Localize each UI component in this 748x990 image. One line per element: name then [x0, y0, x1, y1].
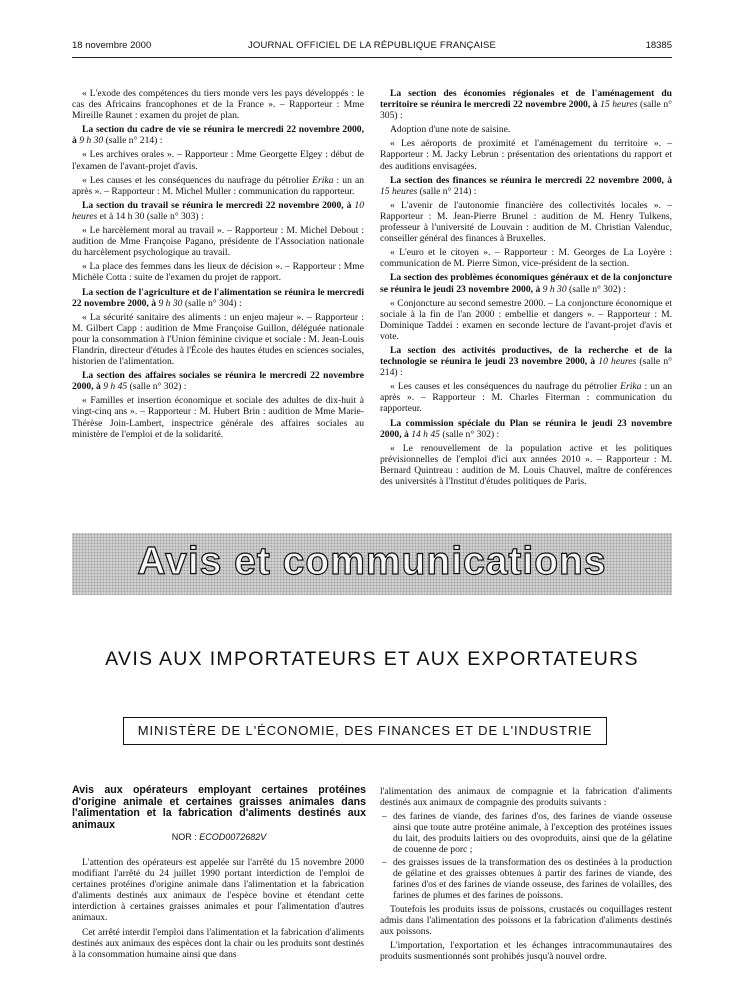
session-room: (salle n° 214) : — [103, 135, 163, 147]
session-time: 10 heures — [72, 199, 364, 222]
agenda-paragraph: « Familles et insertion économique et sociale des adultes de dix-huit à vingt-cinq ans ». – Rapporteur : M. Hubert Brin : audition de Mme Marie-Thérèse Join-Lambert, inspectrice générale des affaires sociales au ministère de l'emploi et de la solidarité. — [72, 395, 364, 440]
session-heading — [380, 345, 672, 378]
agenda-paragraph — [72, 175, 364, 197]
session-heading-text: La section des activités productives, de la recherche et de la technologie se réunira le jeudi 23 novembre 2000, à — [380, 344, 672, 368]
session-room: (salle n° 304) : — [182, 297, 242, 309]
session-heading — [380, 418, 672, 440]
agenda-paragraph: « L'exode des compétences du tiers monde vers les pays développés : le cas des Africains francophones et de la France ». – Rapporteur : Mme Mireille Raunet : examen du projet de plan. — [72, 88, 364, 122]
session-room: (salle n° 214) : — [417, 185, 477, 197]
session-heading-text: La section des économies régionales et de l'aménagement du territoire se réunira le mercredi 22 novembre 2000, à — [380, 88, 672, 111]
agenda-paragraph: « Les archives orales ». – Rapporteur : Mme Georgette Elgey : début de l'examen de l'avant-projet d'avis. — [72, 149, 364, 172]
article-paragraph: L'importation, l'exportation et les échanges intracommunautaires des produits susmentionnés sont prohibés jusqu'à nouvel ordre. — [380, 940, 672, 963]
article-paragraph: Toutefois les produits issus de poissons, crustacés ou coquillages restent admis dans l'alimentation des poissons et la fabrication d'aliments destinés aux poissons. — [380, 903, 672, 938]
session-time: 14 h 45 — [411, 428, 440, 440]
session-room: (salle n° 302) : — [439, 428, 500, 440]
session-time: 9 h 30 — [79, 135, 104, 147]
session-heading-text: La section du cadre de vie se réunira le mercredi 22 novembre 2000, à — [72, 124, 364, 147]
session-room: (salle n° 302) : — [127, 381, 187, 393]
session-heading-text: La section des finances se réunira le mercredi 22 novembre 2000, à — [390, 174, 672, 186]
section-title: AVIS AUX IMPORTATEURS ET AUX EXPORTATEURS — [105, 648, 639, 670]
session-heading — [72, 287, 364, 309]
agenda-paragraph: « L'euro et le citoyen ». – Rapporteur : M. Georges de La Loyère : communication de M. Pierre Simon, vice-président de la section. — [380, 247, 672, 270]
header-rule — [72, 57, 672, 58]
agenda-right-column — [380, 88, 672, 490]
agenda-paragraph: « L'avenir de l'autonomie financière des collectivités locales ». – Rapporteur : M. Jean-Pierre Brunel : audition de M. Henry Tulkens, professeur à l'université de Louvain : audition de M. Christian Valenduc, conseiller général des finances à Bruxelles. — [380, 199, 672, 245]
list-item: – des farines de viande, des farines d'os, des farines de viande osseuse ainsi que toute autre protéine animale, à l'exception des protéines issues du lait, des produits laitiers ou des ovoproduits, ainsi que de la gélatine de couenne de porc ; — [380, 811, 672, 855]
session-room: (salle n° 305) : — [380, 99, 672, 122]
session-room: et à 14 h 30 (salle n° 303) : — [97, 210, 204, 222]
article-left-column — [72, 857, 364, 963]
session-room: (salle n° 302) : — [566, 283, 626, 295]
agenda-paragraph: Adoption d'une note de saisine. — [390, 124, 511, 136]
nor-code: ECOD0072682V — [199, 832, 267, 842]
agenda-paragraph — [380, 381, 672, 414]
list-item: – des graisses issues de la transformation des os destinées à la production de gélatine et des graisses obtenues à partir des farines de viande, des farines d'os et des farines de viande osseuse, des farines de volailles, des farines de plumes et des farines de poissons. — [380, 857, 672, 901]
agenda-text: : un an après ». – Rapporteur : M. Michel Muller : communication du rapporteur. — [72, 174, 365, 197]
article-right-column — [380, 786, 672, 965]
session-heading-text: La commission spéciale du Plan se réunira le jeudi 23 novembre 2000, à — [380, 417, 672, 440]
session-heading-text: La section du travail se réunira le mercredi 22 novembre 2000, à — [82, 199, 355, 211]
agenda-paragraph: « Le harcèlement moral au travail ». – Rapporteur : M. Michel Debout : audition de Mme Françoise Pagano, présidente de l'Association nationale du harcèlement psychologique au travail. — [72, 225, 364, 259]
header-journal-title: JOURNAL OFFICIEL DE LA RÉPUBLIQUE FRANÇAISE — [247, 40, 497, 51]
session-heading — [72, 124, 364, 146]
session-heading-text: La section de l'agriculture et de l'alimentation se réunira le mercredi 22 novembre 2000, à — [72, 286, 364, 309]
agenda-paragraph: « La sécurité sanitaire des aliments : un enjeu majeur ». – Rapporteur : M. Gilbert Capp : audition de Mme Françoise Guillon, déléguée nationale pour la consommation à l'Union féminine civique et sociale : M. Jean-Louis Flandrin, directeur d'études à l'École des hautes études en sciences sociales, historien de l'alimentation. — [72, 311, 364, 368]
header-page-number: 18385 — [645, 40, 672, 51]
product-list — [380, 811, 672, 901]
ministry-label: MINISTÈRE DE L'ÉCONOMIE, DES FINANCES ET DE L'INDUSTRIE — [137, 723, 593, 738]
agenda-text: « Les causes et les conséquences du naufrage du pétrolier — [390, 381, 621, 393]
banner-title: Avis et communications — [137, 540, 607, 583]
nor-reference — [72, 832, 366, 842]
article-paragraph: l'alimentation des animaux de compagnie et la fabrication d'aliments destinés aux animaux de compagnie des produits suivants : — [380, 786, 672, 809]
session-time: 9 h 45 — [103, 381, 128, 393]
session-time: 9 h 30 — [158, 297, 183, 309]
session-heading — [72, 370, 364, 392]
session-time: 9 h 30 — [542, 283, 567, 295]
header-date: 18 novembre 2000 — [72, 40, 152, 51]
session-room: (salle n° 214) : — [380, 356, 672, 379]
article-title: Avis aux opérateurs employant certaines protéines d'origine animale et certaines graisses animales dans l'alimentation et la fabrication d'aliments destinés aux animaux — [72, 784, 366, 831]
agenda-text: « Les causes et les conséquences du naufrage du pétrolier — [82, 174, 313, 186]
agenda-paragraph: « Le renouvellement de la population active et les politiques prévisionnelles de l'emploi d'ici aux années 2010 ». – Rapporteur : M. Bernard Quintreau : audition de M. Louis Chauvel, maître de conférences des universités à l'Institut d'études politiques de Paris. — [380, 442, 672, 487]
session-time: 15 heures — [600, 99, 638, 111]
session-time: 15 heures — [380, 185, 418, 197]
session-heading-text: La section des problèmes économiques généraux et de la conjoncture se réunira le jeudi 23 novembre 2000, à — [380, 272, 672, 295]
page-header — [72, 40, 672, 54]
session-heading-text: La section des affaires sociales se réunira le mercredi 22 novembre 2000, à — [72, 370, 364, 393]
agenda-text: : un an après ». – Rapporteur : M. Charles Fiterman : communication du rapporteur. — [380, 381, 673, 415]
session-heading — [380, 88, 672, 121]
agenda-left-column — [72, 88, 364, 443]
agenda-paragraph: « La place des femmes dans les lieux de décision ». – Rapporteur : Mme Michèle Cotta : suite de l'examen du projet de rapport. — [72, 261, 364, 284]
ship-name: Erika — [620, 381, 642, 393]
agenda-paragraph: « Les aéroports de proximité et l'aménagement du territoire ». – Rapporteur : M. Jacky Lebrun : présentation des orientations du rapport et des auditions envisagées. — [380, 138, 672, 172]
nor-label: NOR : — [171, 832, 200, 842]
article-paragraph: L'attention des opérateurs est appelée sur l'arrêté du 15 novembre 2000 modifiant l'arrêté du 24 juillet 1990 portant interdiction de l'emploi de certaines protéines d'origine animale dans l'alimentation et la fabrication d'aliments destinés aux animaux de l'espèce bovine et étendant cette interdiction à certaines graisses animales et pour l'alimentation d'autres animaux. — [72, 857, 364, 924]
session-time: 10 heures — [598, 356, 637, 368]
ministry-box — [123, 717, 607, 745]
session-heading — [380, 272, 672, 294]
session-heading — [380, 175, 672, 197]
article-paragraph: Cet arrêté interdit l'emploi dans l'alimentation et la fabrication d'aliments destinés aux animaux des espèces dont la chair ou les produits sont destinés à la consommation humaine ainsi que dans — [72, 926, 364, 960]
agenda-paragraph: « Conjoncture au second semestre 2000. – La conjoncture économique et sociale à la fin de l'an 2000 : embellie et dangers ». – Rapporteur : M. Dominique Taddei : examen en seconde lecture de l'avant-projet d'avis et vote. — [380, 297, 672, 342]
ship-name: Erika — [312, 174, 334, 186]
session-heading — [72, 200, 364, 222]
